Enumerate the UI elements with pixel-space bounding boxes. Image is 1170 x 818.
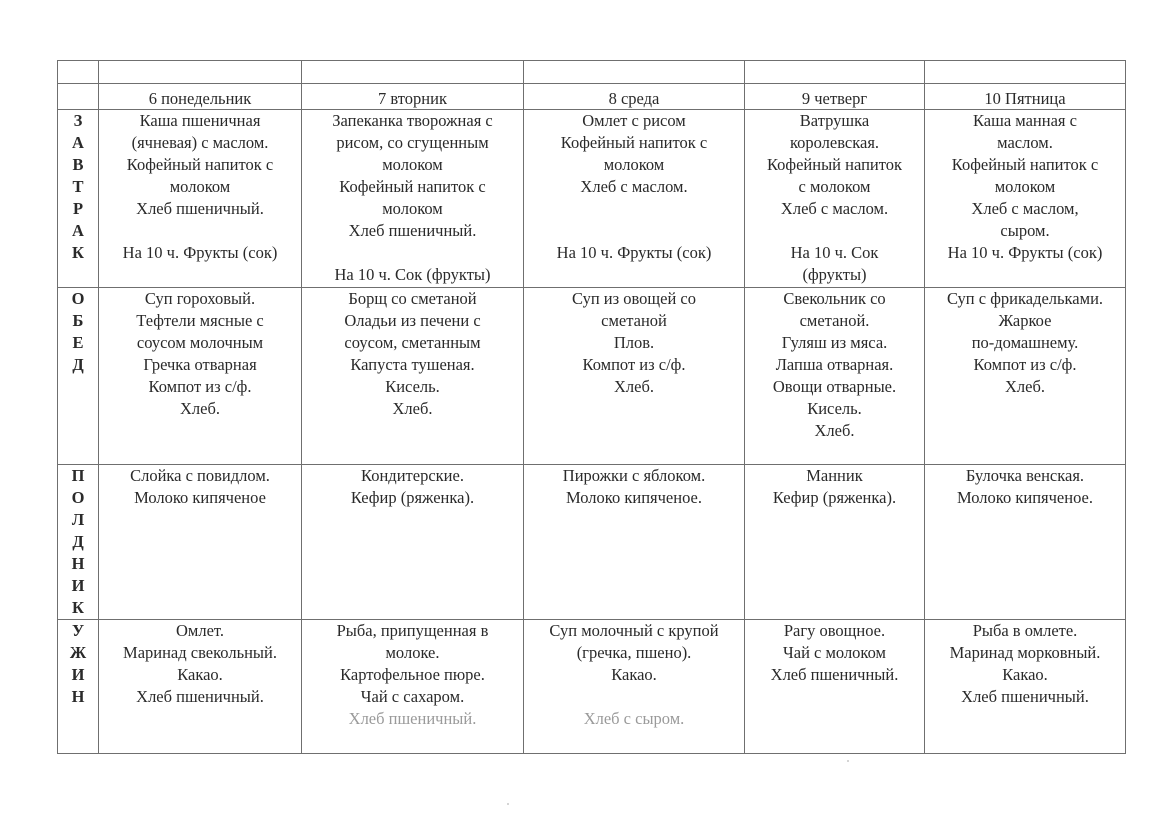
dish-line: На 10 ч. Фрукты (сок) bbox=[122, 243, 278, 262]
weekly-menu-table bbox=[57, 60, 1126, 754]
meal-label-letter: Н bbox=[71, 554, 85, 573]
dish-line: королевская. bbox=[789, 133, 880, 152]
empty-cell bbox=[58, 61, 99, 84]
empty-cell bbox=[745, 61, 925, 84]
dish-line: Кисель. bbox=[385, 377, 440, 396]
empty-cell bbox=[925, 61, 1126, 84]
meal-label-letter: К bbox=[72, 598, 84, 617]
dish-line: На 10 ч. Сок bbox=[790, 243, 879, 262]
dish-line: сыром. bbox=[1000, 221, 1050, 240]
dish-line: Суп с фрикадельками. bbox=[946, 289, 1104, 308]
dish-line: молоком bbox=[603, 155, 665, 174]
meal-label-letter: Д bbox=[72, 355, 84, 374]
dish-line: Хлеб. bbox=[392, 399, 433, 418]
dish-line: Гуляш из мяса. bbox=[781, 333, 888, 352]
dish-line: Запеканка творожная с bbox=[332, 111, 493, 130]
dish-line bbox=[524, 686, 744, 708]
dish-line: На 10 ч. Сок (фрукты) bbox=[334, 265, 491, 284]
meal-label-letter: П bbox=[71, 466, 85, 485]
dish-line: Хлеб с маслом. bbox=[580, 177, 688, 196]
dish-line: с молоком bbox=[798, 177, 871, 196]
dish-line: Рыба, припущенная в bbox=[336, 621, 489, 640]
dish-line: Гречка отварная bbox=[143, 355, 257, 374]
menu-cell bbox=[524, 110, 745, 288]
menu-cell bbox=[302, 288, 524, 465]
scan-speck bbox=[507, 803, 509, 805]
meal-label-letter: К bbox=[72, 243, 84, 262]
dish-line: Рыба в омлете. bbox=[972, 621, 1078, 640]
dish-line: Тефтели мясные с bbox=[136, 311, 264, 330]
dish-line: Омлет с рисом bbox=[582, 111, 686, 130]
dish-line: Хлеб пшеничный. bbox=[348, 221, 477, 240]
dish-line: Хлеб пшеничный. bbox=[136, 199, 264, 218]
dish-line: Кофейный напиток bbox=[766, 155, 902, 174]
dish-line bbox=[524, 220, 744, 242]
menu-cell bbox=[925, 288, 1126, 465]
meal-label-letter: Д bbox=[72, 532, 84, 551]
menu-cell bbox=[99, 288, 302, 465]
empty-cell bbox=[524, 61, 745, 84]
dish-line: Суп гороховый. bbox=[144, 289, 256, 308]
dish-line: Лапша отварная. bbox=[775, 355, 894, 374]
menu-cell bbox=[524, 288, 745, 465]
dish-line: Кофейный напиток с bbox=[339, 177, 486, 196]
empty-cell bbox=[99, 61, 302, 84]
dish-line: молоком bbox=[382, 199, 443, 218]
dish-line: Каша манная с bbox=[973, 111, 1077, 130]
dish-line bbox=[302, 242, 523, 264]
day-header: 8 среда bbox=[524, 84, 745, 110]
menu-cell bbox=[745, 110, 925, 288]
dish-line: На 10 ч. Фрукты (сок) bbox=[947, 243, 1103, 262]
table-top-blank-row bbox=[58, 61, 1126, 84]
menu-cell bbox=[524, 620, 745, 754]
dish-line: Ватрушка bbox=[799, 111, 870, 130]
menu-cell bbox=[99, 110, 302, 288]
dish-line: Компот из с/ф. bbox=[973, 355, 1077, 374]
dish-line: Маринад свекольный. bbox=[123, 643, 277, 662]
dish-line bbox=[99, 220, 301, 242]
dish-line: Компот из с/ф. bbox=[148, 377, 252, 396]
dish-line: молоком bbox=[382, 155, 443, 174]
dish-line: сметаной. bbox=[799, 311, 870, 330]
dish-line: Свекольник со bbox=[783, 289, 886, 308]
dish-line: Омлет. bbox=[175, 621, 224, 640]
meal-label-letter: Л bbox=[71, 510, 85, 529]
meal-label-letter: Т bbox=[72, 177, 84, 196]
meal-label-letter: А bbox=[72, 133, 84, 152]
meal-label-letter: Ж bbox=[69, 643, 87, 662]
dish-line: Манник bbox=[806, 466, 863, 485]
dish-line: Какао. bbox=[1002, 665, 1048, 684]
menu-cell bbox=[745, 288, 925, 465]
dish-line: Молоко кипяченое bbox=[134, 488, 266, 507]
dish-line: маслом. bbox=[997, 133, 1053, 152]
menu-cell bbox=[99, 620, 302, 754]
dish-line: Хлеб. bbox=[814, 421, 855, 440]
dish-line: Хлеб пшеничный. bbox=[961, 687, 1089, 706]
dish-line: Кефир (ряженка). bbox=[350, 488, 475, 507]
meal-label-dinner bbox=[58, 620, 99, 754]
dish-line: Хлеб с маслом, bbox=[971, 199, 1079, 218]
dish-line: по-домашнему. bbox=[971, 333, 1079, 352]
dish-line: соусом, сметанным bbox=[344, 333, 481, 352]
menu-cell bbox=[302, 110, 524, 288]
dish-line: Кофейный напиток с bbox=[560, 133, 708, 152]
meal-label-letter: О bbox=[71, 488, 85, 507]
dish-line: Хлеб. bbox=[1005, 377, 1045, 396]
meal-label-letter: О bbox=[71, 289, 85, 308]
dish-line: Оладьи из печени с bbox=[344, 311, 481, 330]
dish-line: сметаной bbox=[601, 311, 667, 330]
dish-line: соусом молочным bbox=[136, 333, 264, 352]
dish-line: рисом, со сгущенным bbox=[336, 133, 489, 152]
menu-cell bbox=[302, 620, 524, 754]
dish-line: Хлеб с маслом. bbox=[780, 199, 889, 218]
dish-line: Кисель. bbox=[807, 399, 862, 418]
meal-row-snack bbox=[58, 465, 1126, 620]
meal-label-letter: У bbox=[71, 621, 85, 640]
menu-cell bbox=[99, 465, 302, 620]
menu-cell bbox=[925, 620, 1126, 754]
meal-label-letter: И bbox=[71, 665, 85, 684]
dish-line: Слойка с повидлом. bbox=[130, 466, 270, 485]
meal-label-letter: В bbox=[72, 155, 84, 174]
corner-cell bbox=[58, 84, 99, 110]
meal-label-letter: Н bbox=[71, 687, 85, 706]
dish-line: Какао. bbox=[177, 665, 223, 684]
dish-line: Овощи отварные. bbox=[772, 377, 897, 396]
dish-line: Маринад морковный. bbox=[949, 643, 1101, 662]
meal-row-lunch bbox=[58, 288, 1126, 465]
day-header: 10 Пятница bbox=[925, 84, 1126, 110]
meal-row-dinner bbox=[58, 620, 1126, 754]
scan-speck bbox=[847, 760, 849, 762]
day-header: 6 понедельник bbox=[99, 84, 302, 110]
dish-line: Суп из овощей со bbox=[571, 289, 696, 308]
meal-label-letter: И bbox=[71, 576, 85, 595]
meal-label-letter: Б bbox=[72, 311, 84, 330]
meal-label-letter: З bbox=[73, 111, 83, 130]
dish-line: Кефир (ряженка). bbox=[772, 488, 897, 507]
dish-line bbox=[745, 220, 924, 242]
dish-line: Какао. bbox=[611, 665, 657, 684]
dish-line: Чай с молоком bbox=[783, 643, 886, 662]
dish-line: (фрукты) bbox=[802, 265, 867, 284]
dish-line: Булочка венская. bbox=[965, 466, 1085, 485]
dish-line: Картофельное пюре. bbox=[340, 665, 485, 684]
meal-label-letter: Е bbox=[72, 333, 84, 352]
dish-line: Хлеб с сыром. bbox=[583, 709, 685, 728]
dish-line bbox=[524, 198, 744, 220]
dish-line: Кофейный напиток с bbox=[126, 155, 274, 174]
dish-line: Чай с сахаром. bbox=[360, 687, 465, 706]
dish-line: Каша пшеничная bbox=[139, 111, 261, 130]
day-header-row bbox=[58, 84, 1126, 110]
dish-line: Кофейный напиток с bbox=[951, 155, 1099, 174]
dish-line: На 10 ч. Фрукты (сок) bbox=[556, 243, 712, 262]
menu-cell bbox=[925, 110, 1126, 288]
menu-cell bbox=[925, 465, 1126, 620]
dish-line: Плов. bbox=[613, 333, 655, 352]
menu-cell bbox=[745, 465, 925, 620]
meal-label-letter: Р bbox=[72, 199, 84, 218]
meal-label-lunch bbox=[58, 288, 99, 465]
dish-line: молоком bbox=[994, 177, 1056, 196]
empty-cell bbox=[302, 61, 524, 84]
dish-line: Суп молочный с крупой bbox=[549, 621, 719, 640]
dish-line: Компот из с/ф. bbox=[582, 355, 686, 374]
meal-label-letter: А bbox=[72, 221, 84, 240]
menu-cell bbox=[302, 465, 524, 620]
dish-line: (ячневая) с маслом. bbox=[131, 133, 269, 152]
dish-line: (гречка, пшено). bbox=[576, 643, 692, 662]
dish-line: Кондитерские. bbox=[361, 466, 464, 485]
dish-line: Рагу овощное. bbox=[783, 621, 886, 640]
dish-line: Капуста тушеная. bbox=[350, 355, 475, 374]
meal-row-breakfast bbox=[58, 110, 1126, 288]
dish-line: молоке. bbox=[385, 643, 440, 662]
dish-line: Хлеб пшеничный. bbox=[348, 709, 477, 728]
dish-line: Хлеб пшеничный. bbox=[136, 687, 264, 706]
dish-line: молоком bbox=[169, 177, 231, 196]
menu-cell bbox=[524, 465, 745, 620]
dish-line: Молоко кипяченое. bbox=[566, 488, 702, 507]
dish-line: Жаркое bbox=[998, 311, 1052, 330]
day-header: 7 вторник bbox=[302, 84, 524, 110]
dish-line: Хлеб пшеничный. bbox=[770, 665, 899, 684]
dish-line: Пирожки с яблоком. bbox=[562, 466, 706, 485]
day-header: 9 четверг bbox=[745, 84, 925, 110]
dish-line: Борщ со сметаной bbox=[348, 289, 477, 308]
meal-label-breakfast bbox=[58, 110, 99, 288]
meal-label-snack bbox=[58, 465, 99, 620]
dish-line: Хлеб. bbox=[180, 399, 220, 418]
menu-cell bbox=[745, 620, 925, 754]
dish-line: Молоко кипяченое. bbox=[957, 488, 1093, 507]
dish-line: Хлеб. bbox=[614, 377, 654, 396]
